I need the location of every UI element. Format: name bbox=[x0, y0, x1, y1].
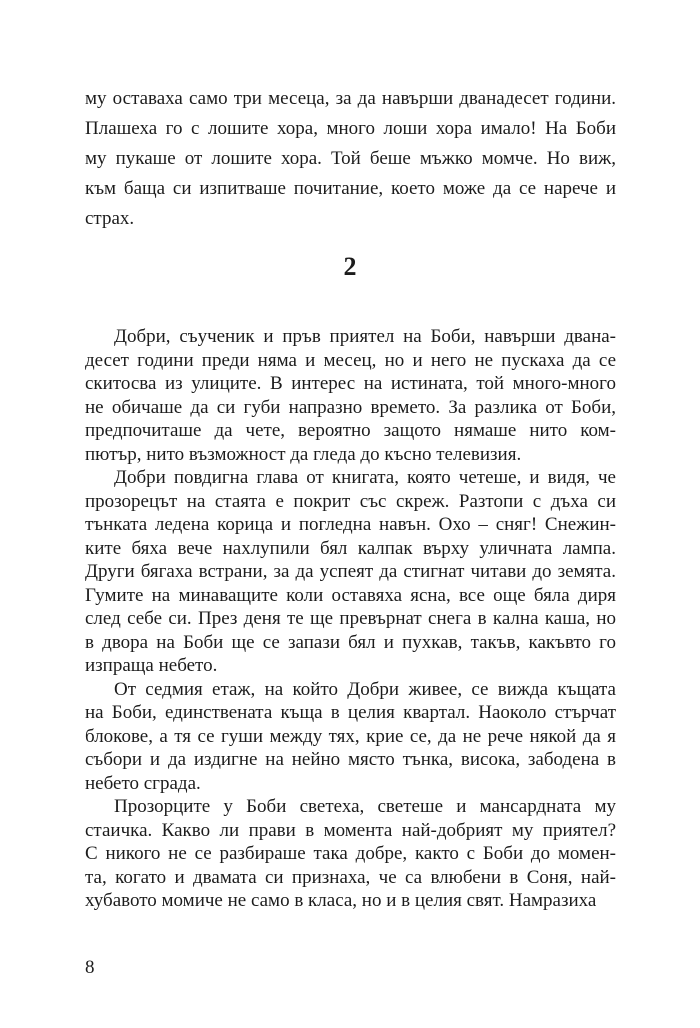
text-line: От седмия етаж, на който Добри живее, се вижда къщата bbox=[114, 679, 616, 700]
text-line: С никого не се разбираше така добре, както с Боби до момен- bbox=[85, 843, 616, 864]
text-line: блокове, а тя се гуши между тях, крие се, да не рече някой да я bbox=[85, 726, 616, 747]
text-line: му пукаше от лошите хора. Той беше мъжко момче. Но виж, bbox=[85, 148, 616, 169]
text-line: изпраща небето. bbox=[85, 655, 218, 676]
page-number: 8 bbox=[85, 957, 95, 978]
text-line: Добри, съученик и пръв приятел на Боби, навърши двана- bbox=[114, 326, 616, 347]
text-line: десет години преди няма и месец, но и него не пускаха да се bbox=[85, 350, 616, 371]
text-line: Добри повдигна глава от книгата, която четеше, и видя, че bbox=[114, 467, 616, 488]
text-line: хубавото момиче не само в класа, но и в целия свят. Намразиха bbox=[85, 890, 597, 911]
text-line: след себе си. През деня те ще превърнат снега в кална каша, но bbox=[85, 608, 616, 629]
text-line: в двора на Боби ще се запази бял и пухкав, такъв, какъвто го bbox=[85, 632, 616, 653]
text-line: страх. bbox=[85, 208, 135, 229]
text-line: стаичка. Какво ли прави в момента най-добрият му приятел? bbox=[85, 820, 616, 841]
text-line: тънката ледена корица и погледна навън. Охо – сняг! Снежин- bbox=[85, 514, 616, 535]
text-line: към баща си изпитваше почитание, което може да се нарече и bbox=[85, 178, 616, 199]
text-line: предпочиташе да чете, вероятно защото нямаше нито ком- bbox=[85, 420, 616, 441]
text-line: на Боби, единствената къща в целия квартал. Наоколо стърчат bbox=[85, 702, 616, 723]
text-line: Гумите на минаващите коли оставяха ясна, все още бяла диря bbox=[85, 585, 616, 606]
text-line: та, когато и двамата си признаха, че са влюбени в Соня, най- bbox=[85, 867, 616, 888]
text-line: пютър, нито възможност да гледа до късно телевизия. bbox=[85, 444, 522, 465]
text-line: събори и да издигне на нейно място тънка, висока, забодена в bbox=[85, 749, 616, 770]
text-line: Прозорците у Боби светеха, светеше и мансардната му bbox=[114, 796, 616, 817]
text-line: Плашеха го с лошите хора, много лоши хора имало! На Боби bbox=[85, 118, 616, 139]
chapter-heading: 2 bbox=[343, 252, 357, 281]
text-line: не обичаше да си губи напразно времето. За разлика от Боби, bbox=[85, 397, 616, 418]
text-line: Други бягаха встрани, за да успеят да стигнат читави до земята. bbox=[85, 561, 616, 582]
text-line: небето сграда. bbox=[85, 773, 201, 794]
text-line: му оставаха само три месеца, за да навърши дванадесет години. bbox=[85, 88, 616, 109]
text-line: скитосва из улиците. В интерес на истината, той много-много bbox=[85, 373, 616, 394]
text-line: ките бяха вече нахлупили бял калпак върху уличната лампа. bbox=[85, 538, 616, 559]
text-line: прозорецът на стаята е покрит със скреж. Разтопи с дъха си bbox=[85, 491, 616, 512]
